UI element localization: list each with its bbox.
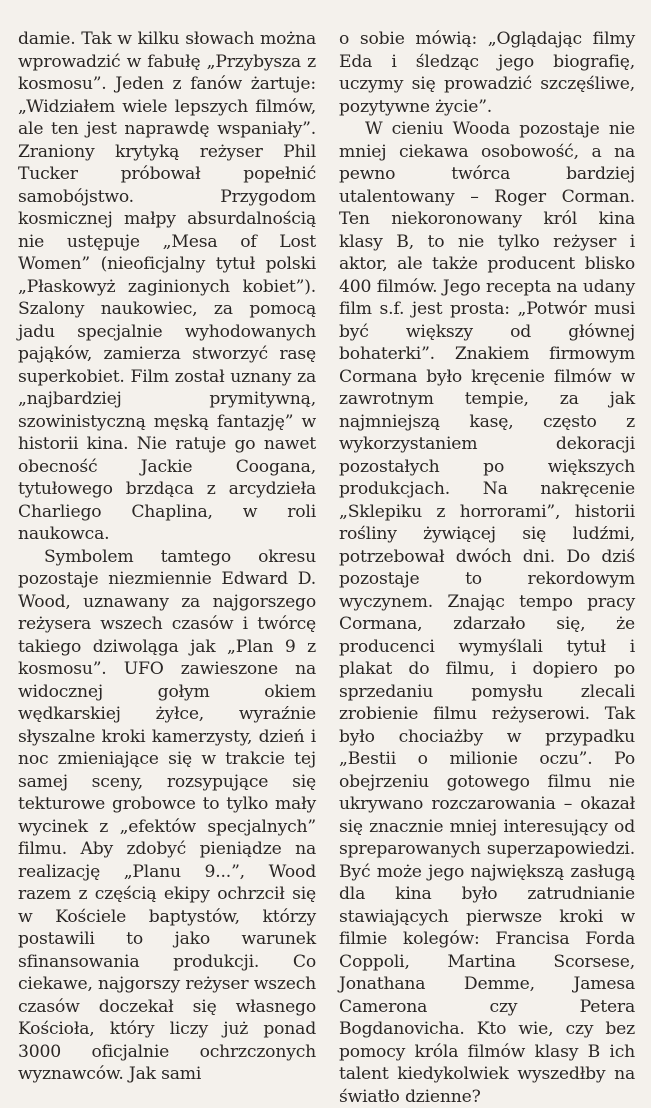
right-column — [339, 28, 635, 1108]
paragraph: damie. Tak w kilku słowach można wprowadzić w fabułę „Przybysza z kosmosu”. Jeden z fanów żartuje: „Widziałem wiele lepszych filmów, ale ten jest naprawdę wspaniały”. Zraniony krytyką reżyser Phil Tucker próbował popełnić samobójstwo. Przygodom kosmicznej małpy absurdalnością nie ustępuje „Mesa of Lost Women” (nieoficjalny tytuł polski „Płaskowyż zaginionych kobiet”). Szalony naukowiec, za pomocą jadu specjalnie wyhodowanych pająków, zamierza stworzyć rasę superkobiet. Film został uznany za „najbardziej prymitywną, szowinistyczną męską fantazję” w historii kina. Nie ratuje go nawet obecność Jackie Coogana, tytułowego brzdąca z arcydzieła Charliego Chaplina, w roli naukowca. — [18, 29, 316, 544]
paragraph: Symbolem tamtego okresu pozostaje niezmiennie Edward D. Wood, uznawany za najgorszego reżysera wszech czasów i twórcę takiego dziwoląga jak „Plan 9 z kosmosu”. UFO zawieszone na widocznej gołym okiem wędkarskiej żyłce, wyraźnie słyszalne kroki kamerzysty, dzień i noc zmieniające się w trakcie tej samej sceny, rozsypujące się tekturowe grobowce to tylko mały wycinek z „efektów specjalnych” filmu. Aby zdobyć pieniądze na realizację „Planu 9...”, Wood razem z częścią ekipy ochrzcił się w Kościele baptystów, którzy postawili to jako warunek sfinansowania produkcji. Co ciekawe, najgorszy reżyser wszech czasów doczekał się własnego Kościoła, który liczy już ponad 3000 oficjalnie ochrzczonych wyznawców. Jak sami — [18, 546, 316, 1084]
paragraph: o sobie mówią: „Oglądając filmy Eda i śledząc jego biografię, uczymy się prowadzić szczęśliwe, pozytywne życie”. — [339, 29, 635, 117]
left-column — [18, 28, 316, 1086]
paragraph: W cieniu Wooda pozostaje nie mniej ciekawa osobowość, a na pewno twórca bardziej utalentowany – Roger Corman. Ten niekoronowany król kina klasy B, to nie tylko reżyser i aktor, ale także producent blisko 400 filmów. Jego recepta na udany film s.f. jest prosta: „Potwór musi być większy od głównej bohaterki”. Znakiem firmowym Cormana było kręcenie filmów w zawrotnym tempie, za jak najmniejszą kasę, często z wykorzystaniem dekoracji pozostałych po większych produkcjach. Na nakręcenie „Sklepiku z horrorami”, historii rośliny żywiącej się ludźmi, potrzebował dwóch dni. Do dziś pozostaje to rekordowym wyczynem. Znając tempo pracy Cormana, zdarzało się, że producenci wymyślali tytuł i plakat do filmu, i dopiero po sprzedaniu pomysłu zlecali zrobienie filmu reżyserowi. Tak było chociażby w przypadku „Bestii o milionie oczu”. Po obejrzeniu gotowego filmu nie ukrywano rozczarowania – okazał się znacznie mniej interesujący od spreparowanych superzapowiedzi. Być może jego największą zasługą dla kina było zatrudnianie stawiających pierwsze kroki w filmie kolegów: Francisa Forda Coppoli, Martina Scorsese, Jonathana Demme, Jamesa Camerona czy Petera Bogdanovicha. Kto wie, czy bez pomocy króla filmów klasy B ich talent kiedykolwiek wyszedłby na światło dzienne? — [339, 119, 635, 1107]
